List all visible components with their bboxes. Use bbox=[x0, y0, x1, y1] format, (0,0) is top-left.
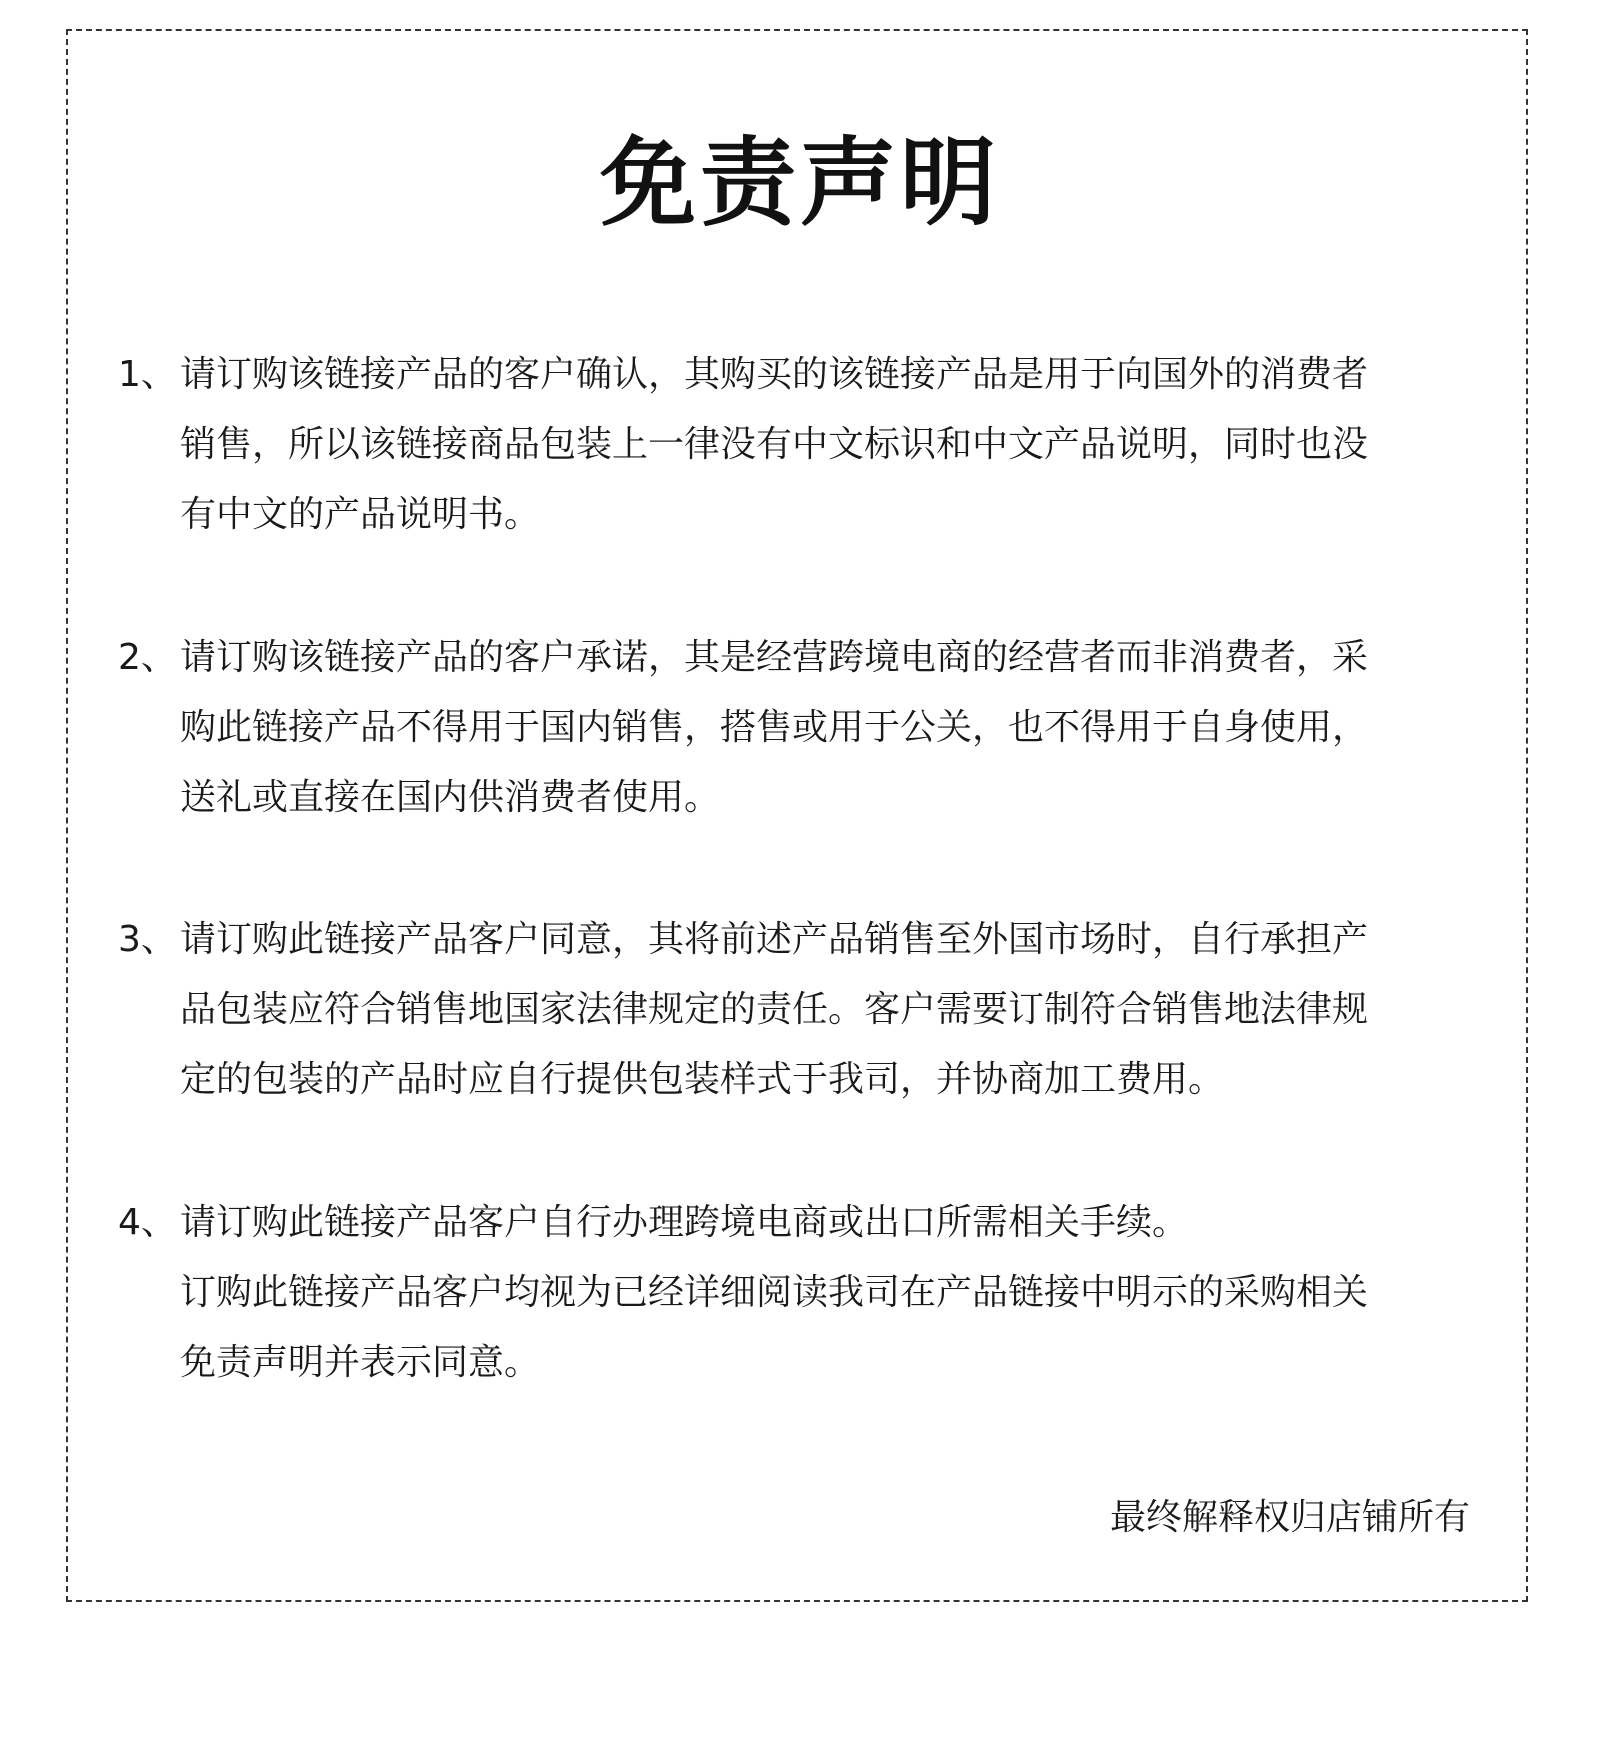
disclaimer-clause-1 bbox=[118, 340, 1478, 550]
clause-line: 定的包装的产品时应自行提供包装样式于我司，并协商加工费用。 bbox=[180, 1059, 1225, 1100]
clause-line: 品包装应符合销售地国家法律规定的责任。客户需要订制符合销售地法律规 bbox=[180, 989, 1369, 1030]
final-interpretation-note: 最终解释权归店铺所有 bbox=[1109, 1497, 1470, 1538]
clause-line: 销售，所以该链接商品包装上一律没有中文标识和中文产品说明，同时也没 bbox=[180, 424, 1369, 465]
clause-line: 订购此链接产品客户均视为已经详细阅读我司在产品链接中明示的采购相关 bbox=[180, 1272, 1369, 1313]
clause-number: 4、 bbox=[118, 1202, 177, 1243]
clause-line bbox=[118, 340, 1478, 410]
clause-text: 请订购此链接产品客户自行办理跨境电商或出口所需相关手续。 bbox=[180, 1202, 1189, 1243]
clause-line: 购此链接产品不得用于国内销售，搭售或用于公关，也不得用于自身使用， bbox=[180, 707, 1369, 748]
clause-line bbox=[118, 623, 1478, 693]
clause-line: 免责声明并表示同意。 bbox=[180, 1342, 541, 1383]
clause-line bbox=[118, 1188, 1478, 1258]
disclaimer-clause-4 bbox=[118, 1188, 1478, 1398]
page-title: 免责声明 bbox=[600, 127, 1000, 239]
clause-text: 请订购该链接产品的客户承诺，其是经营跨境电商的经营者而非消费者，采 bbox=[180, 637, 1369, 678]
clause-number: 3、 bbox=[118, 919, 177, 960]
disclaimer-clause-2 bbox=[118, 623, 1478, 833]
clause-number: 1、 bbox=[118, 354, 177, 395]
clause-number: 2、 bbox=[118, 637, 177, 678]
clause-text: 请订购该链接产品的客户确认，其购买的该链接产品是用于向国外的消费者 bbox=[180, 354, 1369, 395]
clause-line: 有中文的产品说明书。 bbox=[180, 494, 541, 535]
clause-text: 请订购此链接产品客户同意，其将前述产品销售至外国市场时，自行承担产 bbox=[180, 919, 1369, 960]
clause-line: 送礼或直接在国内供消费者使用。 bbox=[180, 777, 721, 818]
clause-line bbox=[118, 905, 1478, 975]
disclaimer-clause-3 bbox=[118, 905, 1478, 1115]
